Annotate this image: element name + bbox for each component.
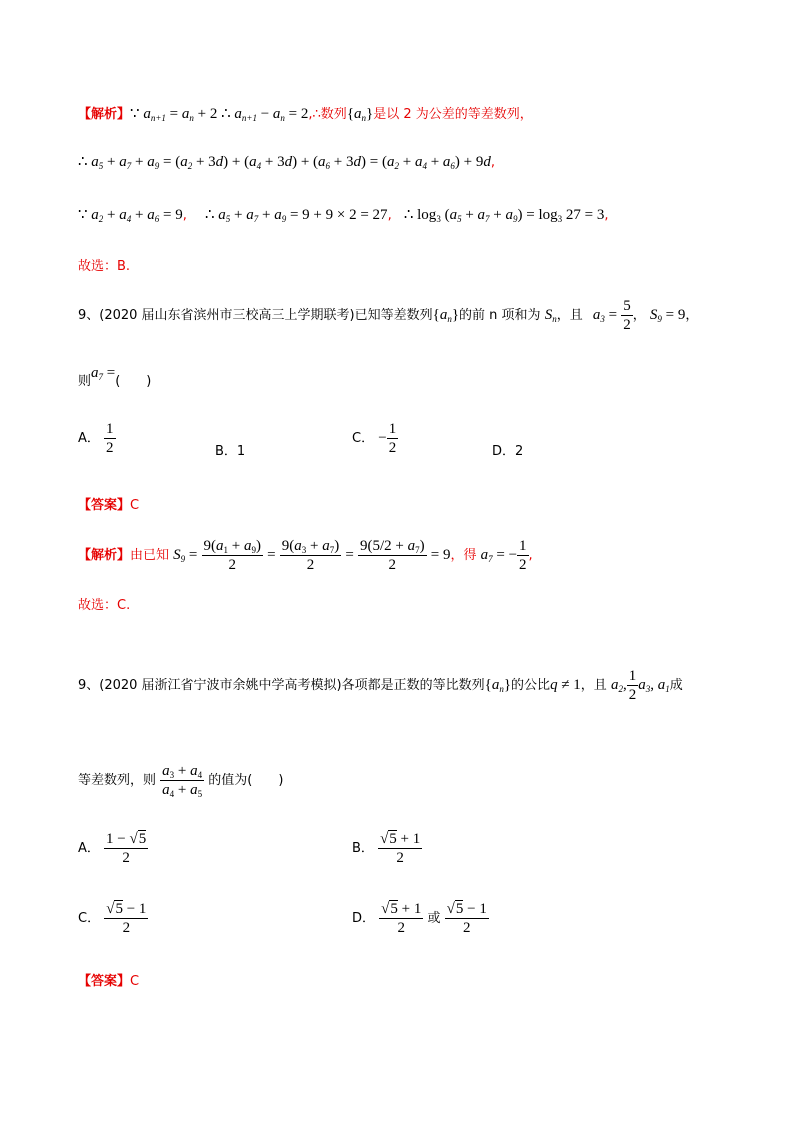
q9b-stem-line1: 9、(2020 届浙江省宁波市余姚中学高考模拟)各项都是正数的等比数列$\{a_n\}$的公比q ≠ 1，且 $a_2$, $\frac{1}{2}$ $a_3$, $a_1$成 [78,668,683,703]
q9a-stem-line2: 则$a_7$ =( ) [78,365,152,389]
formula: ∴ $\log_3 (a_5 + a_7 + a_9) = \log_3 27 = 3$ [403,207,605,224]
fraction: $\frac{√5 + 1}{2}$ [381,901,422,936]
q8-analysis-line1: 【解析】∵ $a_{n+1} = a_n + 2$ ∴ $a_{n+1} - a_n$ = 2,∴数列$\{a_n\}$是以 2 为公差的等差数列， [78,106,533,123]
answer-value: C [130,974,140,989]
q9a-option-a[interactable]: A． $\frac{1}{2}$ [78,421,114,456]
fraction: $\frac{√5 - 1}{2}$ [446,901,487,936]
q8-analysis-line3: ∵ $a_2 + a_4 + a_6 = 9$, ∴ $a_5 + a_7 + a_9 = 9 + 9 \times 2 = 27$, ∴ $\log_3 (a_5 + a_7 + a_9) = \log_3 27 = 3$, [78,207,609,224]
q9a-analysis: 【解析】由已知 $S_9$ = $\frac{9(a_1 + a_9)}{2}$ = $\frac{9(a_3 + a_7)}{2}$ = $\frac{9(5/2 + a_7)}{2}$ = 9，得 $a_7$ = − $\frac{1}{2}$ , [78,538,533,573]
fraction: $\frac{5}{2}$ [623,298,631,333]
fraction: $\frac{√5 - 1}{2}$ [106,901,147,936]
stem-text: 9、(2020 届山东省滨州市三校高三上学期联考)已知等差数列 [78,308,433,323]
fraction: $\frac{9(a_3 + a_7)}{2}$ [281,538,340,573]
paren: ( ) [115,374,152,389]
answer-tag: 【答案】 [78,974,131,989]
q8-conclusion: 故选：B. [78,259,131,274]
fraction: $\frac{1 - √5}{2}$ [106,831,147,866]
text: 数列 [320,107,347,122]
answer-value: C [130,498,140,513]
formula: ∴ $a_5 + a_7 + a_9 = (a_2 + 3d) + (a_4 + 3d) + (a_6 + 3d) = (a_2 + a_4 + a_6) + 9d$ [78,154,491,171]
text: 是以 2 为公差的等差数列， [373,107,533,122]
q9b-option-b[interactable]: B． $\frac{√5 + 1}{2}$ [352,831,421,866]
stem-text: 则 [78,374,92,389]
q9a-option-d[interactable]: D．2 [492,444,524,459]
fraction: $\frac{√5 + 1}{2}$ [380,831,421,866]
q9b-option-a[interactable]: A． $\frac{1 - √5}{2}$ [78,831,147,866]
fraction: $\frac{1}{2}$ [519,538,527,573]
formula: ∴ $a_5 + a_7 + a_9 = 9 + 9 \times 2 = 27$ [204,207,388,224]
answer-tag: 【答案】 [78,498,131,513]
q9a-stem-line1: 9、(2020 届山东省滨州市三校高三上学期联考)已知等差数列$\{a_n\}$的前 n 项和为 $S_n$，且 $a_3$ = $\frac{5}{2}$ ， $S_9 = 9$， [78,298,699,333]
fraction: $\frac{9(a_1 + a_9)}{2}$ [203,538,261,573]
analysis-tag: 【解析】 [78,107,131,122]
q9b-option-c[interactable]: C． $\frac{√5 - 1}{2}$ [78,901,147,936]
fraction: $\frac{1}{2}$ [628,668,637,703]
fraction: $\frac{9(5/2 + a_7)}{2}$ [359,538,425,573]
stem-text: ，且 [556,308,583,323]
q9a-option-b[interactable]: B．1 [215,444,246,459]
q9a-option-c[interactable]: C． − $\frac{1}{2}$ [352,421,397,456]
stem-text: 的前 n 项和为 [459,308,541,323]
q9b-answer [78,970,800,989]
q9a-conclusion: 故选：C. [78,598,131,613]
q9b-option-d[interactable]: D． $\frac{√5 + 1}{2}$ 或 $\frac{√5 - 1}{2}$ [352,901,487,936]
q9b-stem-line2: 等差数列，则 $\frac{a_3 + a_4}{a_4 + a_5}$ 的值为( ) [78,763,284,799]
q9a-answer [78,494,800,513]
q8-analysis-line2: ∴ $a_5 + a_7 + a_9 = (a_2 + 3d) + (a_4 + 3d) + (a_6 + 3d) = (a_2 + a_4 + a_6) + 9d$, [78,154,496,171]
fraction: $\frac{a_3 + a_4}{a_4 + a_5}$ [162,763,203,799]
formula: ∵ $a_2 + a_4 + a_6 = 9$ [78,207,183,224]
formula: ∵ $a_{n+1} = a_n + 2$ ∴ $a_{n+1} - a_n = 2$ [130,106,309,123]
fraction: $\frac{1}{2}$ [388,421,397,456]
fraction: $\frac{1}{2}$ [106,421,114,456]
